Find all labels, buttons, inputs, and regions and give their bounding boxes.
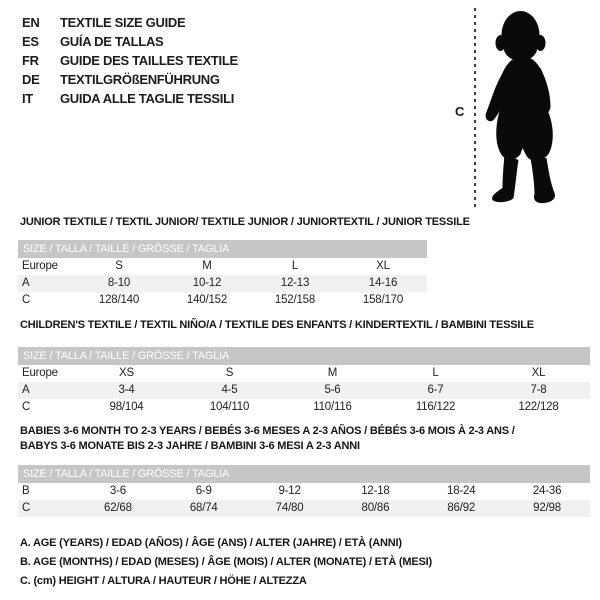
value-cell: 6-7 xyxy=(427,384,444,396)
value-cell: 128/140 xyxy=(98,294,140,306)
section-heading-children xyxy=(20,318,534,333)
row-label: Europe xyxy=(22,260,58,272)
size-cell: XL xyxy=(531,367,546,379)
language-code: ES xyxy=(22,34,39,49)
language-code: EN xyxy=(22,15,40,30)
size-table xyxy=(18,483,590,517)
value-cell: 3-6 xyxy=(109,485,126,497)
children-size-table xyxy=(18,347,590,416)
size-table xyxy=(18,258,427,309)
height-figure xyxy=(450,0,600,215)
language-code: IT xyxy=(22,91,33,106)
value-cell: 110/116 xyxy=(313,401,352,413)
language-code: FR xyxy=(22,53,39,68)
language-title: TEXTILE SIZE GUIDE xyxy=(60,15,186,30)
size-cell: M xyxy=(202,260,212,272)
size-cell: M xyxy=(327,367,338,379)
heading-line: CHILDREN'S TEXTILE / TEXTIL NIÑO/A / TEXTILE DES ENFANTS / KINDERTEXTIL / BAMBINI TESSILE xyxy=(20,319,534,331)
value-cell: 12-13 xyxy=(280,277,310,289)
legend-notes xyxy=(20,534,432,591)
height-measure-line xyxy=(474,8,476,208)
note-age-months: B. AGE (MONTHS) / EDAD (MESES) / ÂGE (MOIS) / ALTER (MONATE) / ETÀ (MESI) xyxy=(20,556,432,568)
heading-line: BABIES 3-6 MONTH TO 2-3 YEARS / BEBÉS 3-6 MESES A 2-3 AÑOS / BÉBÉS 3-6 MOIS À 2-3 ANS / xyxy=(20,425,515,437)
size-table xyxy=(18,365,590,416)
size-header-bar: SIZE / TALLA / TAILLE / GRÖSSE / TAGLIA xyxy=(18,347,590,365)
value-cell: 3-4 xyxy=(118,384,135,396)
row-label: C xyxy=(22,294,31,306)
table-row xyxy=(18,500,590,517)
language-title: GUÍA DE TALLAS xyxy=(60,34,164,49)
value-cell: 80/86 xyxy=(361,502,390,514)
table-row xyxy=(18,483,590,500)
row-label: B xyxy=(22,485,30,497)
value-cell: 9-12 xyxy=(278,485,301,497)
size-header-bar: SIZE / TALLA / TAILLE / GRÖSSE / TAGLIA xyxy=(18,465,590,483)
value-cell: 98/104 xyxy=(109,401,144,413)
value-cell: 18-24 xyxy=(447,485,476,497)
value-cell: 92/98 xyxy=(533,502,561,514)
value-cell: 7-8 xyxy=(530,384,547,396)
section-heading-babies xyxy=(20,424,515,454)
value-cell: 158/170 xyxy=(362,294,404,306)
size-cell: L xyxy=(432,367,439,379)
size-cell: L xyxy=(291,260,299,272)
table-row xyxy=(18,275,427,292)
table-row xyxy=(18,399,590,416)
language-row-de xyxy=(22,70,238,89)
note-height-cm: C. (cm) HEIGHT / ALTURA / HAUTEUR / HÖHE / ALTEZZA xyxy=(20,575,307,587)
language-row-en xyxy=(22,13,238,32)
row-label: A xyxy=(22,277,30,289)
value-cell: 12-18 xyxy=(361,485,390,497)
value-cell: 4-5 xyxy=(221,384,238,396)
size-cell: S xyxy=(225,367,234,379)
value-cell: 8-10 xyxy=(107,277,131,289)
row-label: C xyxy=(22,502,31,514)
language-row-es xyxy=(22,32,238,51)
baby-silhouette-icon xyxy=(480,8,580,208)
table-row xyxy=(18,292,427,309)
value-cell: 10-12 xyxy=(192,277,222,289)
value-cell: 74/80 xyxy=(275,502,304,514)
table-row xyxy=(18,365,590,382)
language-row-fr xyxy=(22,51,238,70)
table-row xyxy=(18,382,590,399)
value-cell: 14-16 xyxy=(368,277,398,289)
row-label: Europe xyxy=(22,367,58,379)
language-title-list xyxy=(22,13,238,108)
language-code: DE xyxy=(22,72,40,87)
value-cell: 140/152 xyxy=(186,294,228,306)
value-cell: 5-6 xyxy=(324,384,341,396)
height-label: C xyxy=(455,104,465,119)
value-cell: 122/128 xyxy=(518,401,559,413)
junior-size-table xyxy=(18,240,427,309)
value-cell: 24-36 xyxy=(532,485,562,497)
language-title: TEXTILGRÖßENFÜHRUNG xyxy=(60,72,220,87)
note-age-years: A. AGE (YEARS) / EDAD (AÑOS) / ÂGE (ANS) / ALTER (JAHRE) / ETÀ (ANNI) xyxy=(20,537,402,549)
value-cell: 62/68 xyxy=(104,502,132,514)
value-cell: 86/92 xyxy=(447,502,476,514)
size-cell: XS xyxy=(119,367,134,379)
row-label: C xyxy=(22,401,31,413)
value-cell: 6-9 xyxy=(195,485,212,497)
row-label: A xyxy=(22,384,30,396)
heading-line: BABYS 3-6 MONATE BIS 2-3 JAHRE / BAMBINI 3-6 MESI A 2-3 ANNI xyxy=(20,440,360,452)
value-cell: 104/110 xyxy=(209,401,250,413)
size-cell: XL xyxy=(376,260,390,272)
value-cell: 152/158 xyxy=(274,294,316,306)
language-row-it xyxy=(22,89,238,108)
section-heading-junior xyxy=(20,215,470,230)
heading-line: JUNIOR TEXTILE / TEXTIL JUNIOR/ TEXTILE JUNIOR / JUNIORTEXTIL / JUNIOR TESSILE xyxy=(20,216,470,228)
table-row xyxy=(18,258,427,275)
size-header-bar: SIZE / TALLA / TAILLE / GRÖSSE / TAGLIA xyxy=(18,240,427,258)
language-title: GUIDA ALLE TAGLIE TESSILI xyxy=(60,91,235,106)
value-cell: 68/74 xyxy=(189,502,218,514)
language-title: GUIDE DES TAILLES TEXTILE xyxy=(60,53,238,68)
babies-size-table xyxy=(18,465,590,517)
value-cell: 116/122 xyxy=(415,401,456,413)
size-cell: S xyxy=(115,260,123,272)
